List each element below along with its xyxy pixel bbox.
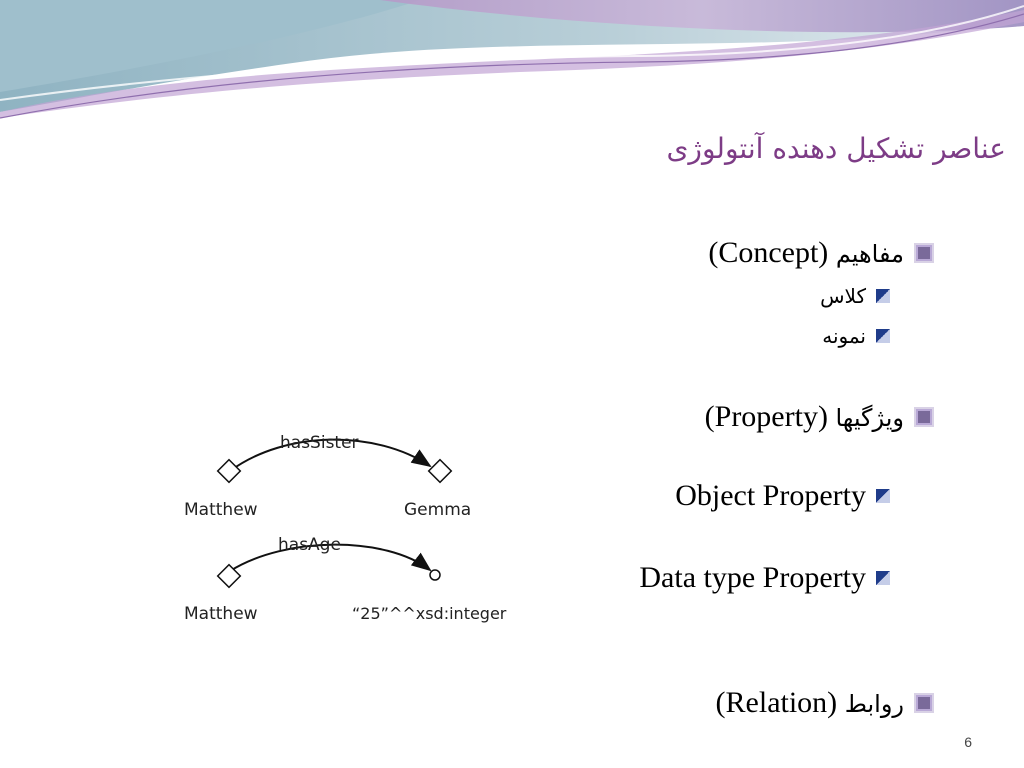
- bullet-relation: [716, 686, 934, 720]
- sub-bullet-square-icon: [876, 489, 890, 503]
- node-label-matthew: Matthew: [184, 604, 258, 624]
- bullet-datatype-property: [639, 561, 890, 595]
- bullet-concept-en: (Concept): [708, 236, 829, 269]
- node-label-matthew: Matthew: [184, 500, 258, 520]
- property-diagram: [176, 408, 536, 644]
- slide-title: عناصر تشکیل دهنده آنتولوژی: [666, 132, 1006, 165]
- node-label-literal: “25”^^xsd:integer: [352, 604, 507, 623]
- edge-label-has-sister: hasSister: [280, 433, 359, 453]
- bullet-relation-en: (Relation): [715, 686, 838, 719]
- edge-label-has-age: hasAge: [278, 535, 341, 555]
- sub-bullet-square-icon: [876, 329, 890, 343]
- bullet-concept-fa: مفاهیم: [835, 240, 904, 268]
- literal-node-circle-icon: [430, 570, 440, 580]
- bullet-object-property-label: Object Property: [675, 479, 866, 512]
- bullet-class: [820, 284, 890, 308]
- page-number: 6: [964, 734, 972, 750]
- bullet-instance: [822, 324, 890, 348]
- bullet-instance-label: نمونه: [822, 324, 866, 348]
- bullet-square-icon: [914, 407, 934, 427]
- bullet-object-property: [675, 479, 890, 513]
- node-label-gemma: Gemma: [404, 500, 472, 520]
- sub-bullet-square-icon: [876, 571, 890, 585]
- bullet-class-label: کلاس: [820, 284, 866, 308]
- bullet-concept: [708, 236, 934, 270]
- bullet-property-en: (Property): [704, 400, 828, 433]
- bullet-datatype-property-label: Data type Property: [639, 561, 866, 594]
- bullet-square-icon: [914, 243, 934, 263]
- bullet-relation-fa: روابط: [844, 690, 904, 718]
- bullet-property: [705, 400, 934, 434]
- bullet-property-fa: ویژگیها: [835, 404, 904, 432]
- bullet-square-icon: [914, 693, 934, 713]
- sub-bullet-square-icon: [876, 289, 890, 303]
